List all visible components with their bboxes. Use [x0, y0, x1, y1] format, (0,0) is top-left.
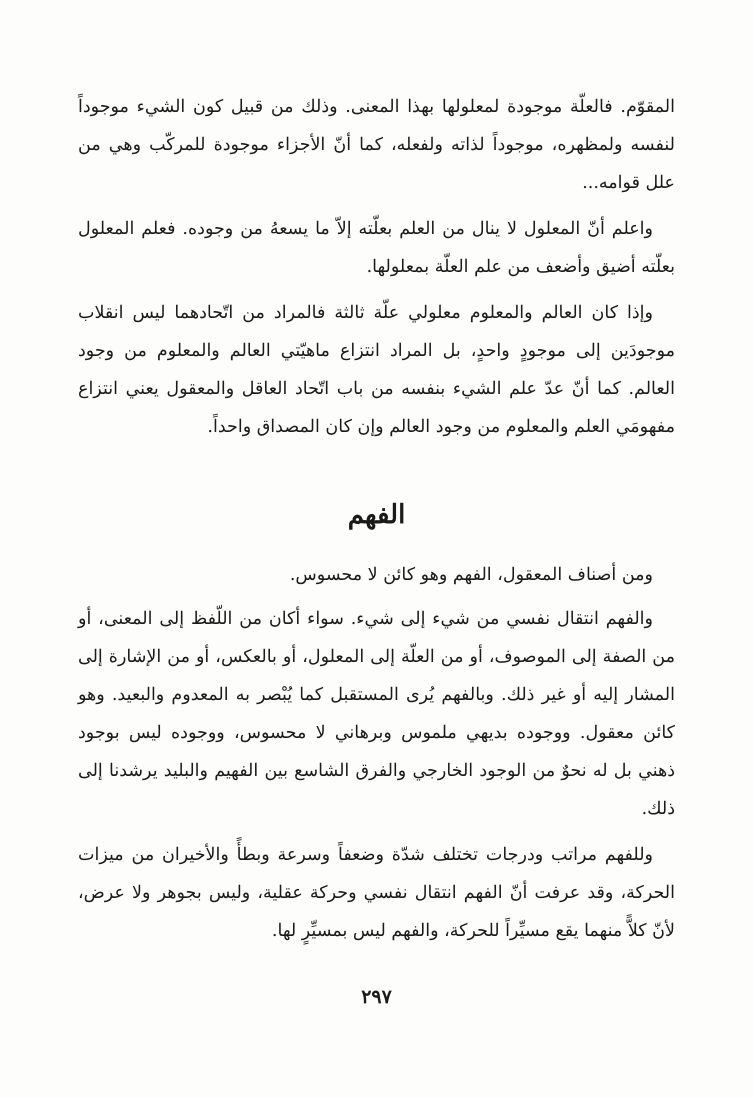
- upper-text-block: [78, 88, 675, 446]
- paragraph-understanding-degrees: وللفهم مراتب ودرجات تختلف شدّة وضعفاً وسرعة وبطأً والأخيران من ميزات الحركة، وقد عرفت أنّ الفهم انتقال نفسي وحركة عقلية، وليس بجوهر ولا عرض، لأنّ كلاًّ منهما يقع مسيِّراً للحركة، والفهم ليس بمسيِّرٍ لها.: [78, 845, 675, 941]
- lower-text-block: [78, 556, 675, 950]
- page-number: ٢٩٧: [361, 986, 392, 1008]
- paragraph-effect-knowledge: واعلم أنّ المعلول لا ينال من العلم بعلّته إلاّ ما يسعهُ من وجوده. فعلم المعلول بعلّته أضيق وأضعف من علم العلّة بمعلولها.: [78, 219, 675, 277]
- paragraph-understanding-definition: والفهم انتقال نفسي من شيء إلى شيء. سواء أكان من اللّفظ إلى المعنى، أو من الصفة إلى الموصوف، أو من العلّة إلى المعلول، أو بالعكس، أو من الإشارة إلى المشار إليه أو غير ذلك. وبالفهم يُرى المستقبل كما يُبْصر به المعدوم والبعيد. وهو كائن معقول. ووجوده بديهي ملموس وبرهاني لا محسوس، ووجوده ليس بوجود ذهني بل له نحوٌ من الوجود الخارجي والفرق الشاسع بين الفهيم والبليد يرشدنا إلى ذلك.: [78, 609, 675, 819]
- paragraph-knower-known-unity: وإذا كان العالم والمعلوم معلولي علّة ثالثة فالمراد من اتّحادهما ليس انقلاب موجودَين إلى موجودٍ واحدٍ، بل المراد انتزاع ماهيّتي العالم والمعلوم من وجود العالم. كما أنّ عدّ علم الشيء بنفسه من باب اتّحاد العاقل والمعقول يعني انتزاع مفهومَي العلم والمعلوم من وجود العالم وإن كان المصداق واحداً.: [78, 303, 675, 437]
- paragraph-causality-continuation: المقوّم. فالعلّة موجودة لمعلولها بهذا المعنى. وذلك من قبيل كون الشيء موجوداً لنفسه ولمظهره، موجوداً لذاته ولفعله، كما أنّ الأجزاء موجودة للمركّب وهي من علل قوامه...: [78, 97, 675, 193]
- paragraph-understanding-intro: ومن أصناف المعقول، الفهم وهو كائن لا محسوس.: [289, 565, 653, 585]
- section-title: الفهم: [347, 500, 406, 530]
